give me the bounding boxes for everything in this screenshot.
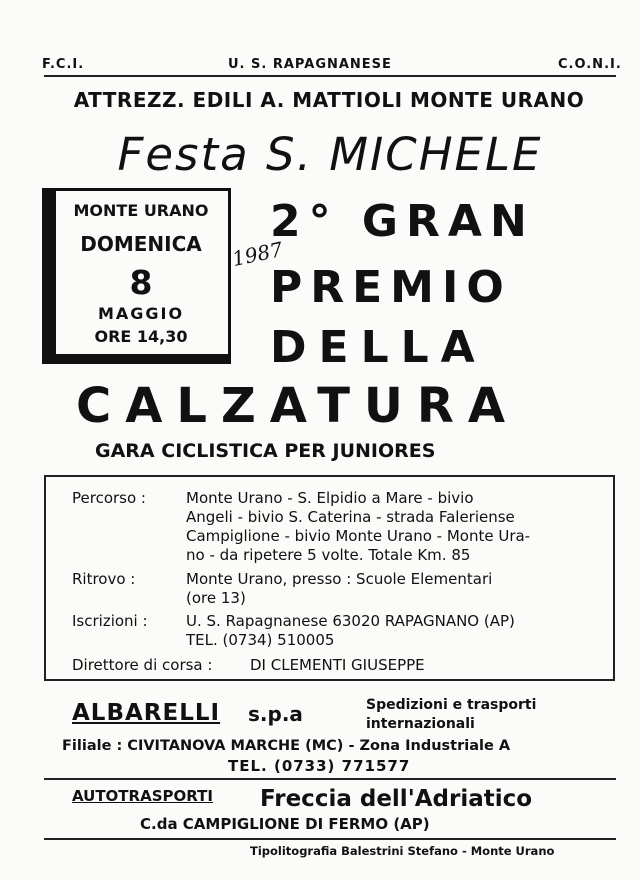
date-number: 8 (129, 263, 153, 302)
albarelli-desc1: Spedizioni e trasporti (366, 697, 537, 713)
direttore-label: Direttore di corsa : (72, 656, 213, 674)
footer-rule (44, 838, 616, 840)
title-line2: PREMIO (270, 262, 512, 313)
section-rule (44, 778, 616, 780)
handwritten-year: 1987 (230, 236, 285, 272)
title-line4: CALZATURA (76, 378, 520, 434)
ritrovo-line: (ore 13) (186, 589, 246, 607)
freccia-address: C.da CAMPIGLIONE DI FERMO (AP) (140, 815, 430, 833)
subtitle: GARA CICLISTICA PER JUNIORES (95, 440, 436, 462)
iscrizioni-label: Iscrizioni : (72, 612, 148, 630)
albarelli-desc2: internazionali (366, 716, 475, 732)
title-line3: DELLA (270, 322, 487, 373)
albarelli-tel: TEL. (0733) 771577 (228, 757, 411, 775)
albarelli-filiale: Filiale : CIVITANOVA MARCHE (MC) - Zona Industriale A (62, 738, 511, 754)
percorso-line: no - da ripetere 5 volte. Totale Km. 85 (186, 546, 471, 564)
sponsor-top: ATTREZZ. EDILI A. MATTIOLI MONTE URANO (73, 88, 585, 112)
date-place: MONTE URANO (73, 201, 209, 220)
title-line1: 2° GRAN (270, 196, 535, 247)
ritrovo-label: Ritrovo : (72, 570, 136, 588)
festa-title: Festa S. MICHELE (117, 128, 543, 181)
iscrizioni-line: U. S. Rapagnanese 63020 RAPAGNANO (AP) (186, 612, 515, 630)
autotrasporti-label: AUTOTRASPORTI (72, 787, 213, 805)
printer-credit: Tipolitografia Balestrini Stefano - Monte Urano (250, 844, 555, 858)
direttore-value: DI CLEMENTI GIUSEPPE (250, 656, 425, 674)
ritrovo-line: Monte Urano, presso : Scuole Elementari (186, 570, 493, 588)
header-rule (44, 75, 616, 77)
percorso-line: Monte Urano - S. Elpidio a Mare - bivio (186, 489, 474, 507)
date-time: ORE 14,30 (94, 327, 188, 346)
albarelli-name: ALBARELLI (72, 700, 221, 726)
header-coni: C.O.N.I. (558, 57, 622, 72)
percorso-label: Percorso : (72, 489, 146, 507)
date-box (42, 188, 231, 364)
albarelli-spa: s.p.a (248, 702, 303, 726)
date-day: DOMENICA (80, 232, 202, 256)
header-us-rapagnanese: U. S. RAPAGNANESE (228, 57, 392, 72)
freccia-name: Freccia dell'Adriatico (260, 786, 533, 812)
header-fci: F.C.I. (42, 57, 85, 72)
percorso-line: Campiglione - bivio Monte Urano - Monte Ura- (186, 527, 531, 545)
iscrizioni-line: TEL. (0734) 510005 (186, 631, 335, 649)
percorso-line: Angeli - bivio S. Caterina - strada Faleriense (186, 508, 515, 526)
date-month: MAGGIO (97, 304, 185, 323)
